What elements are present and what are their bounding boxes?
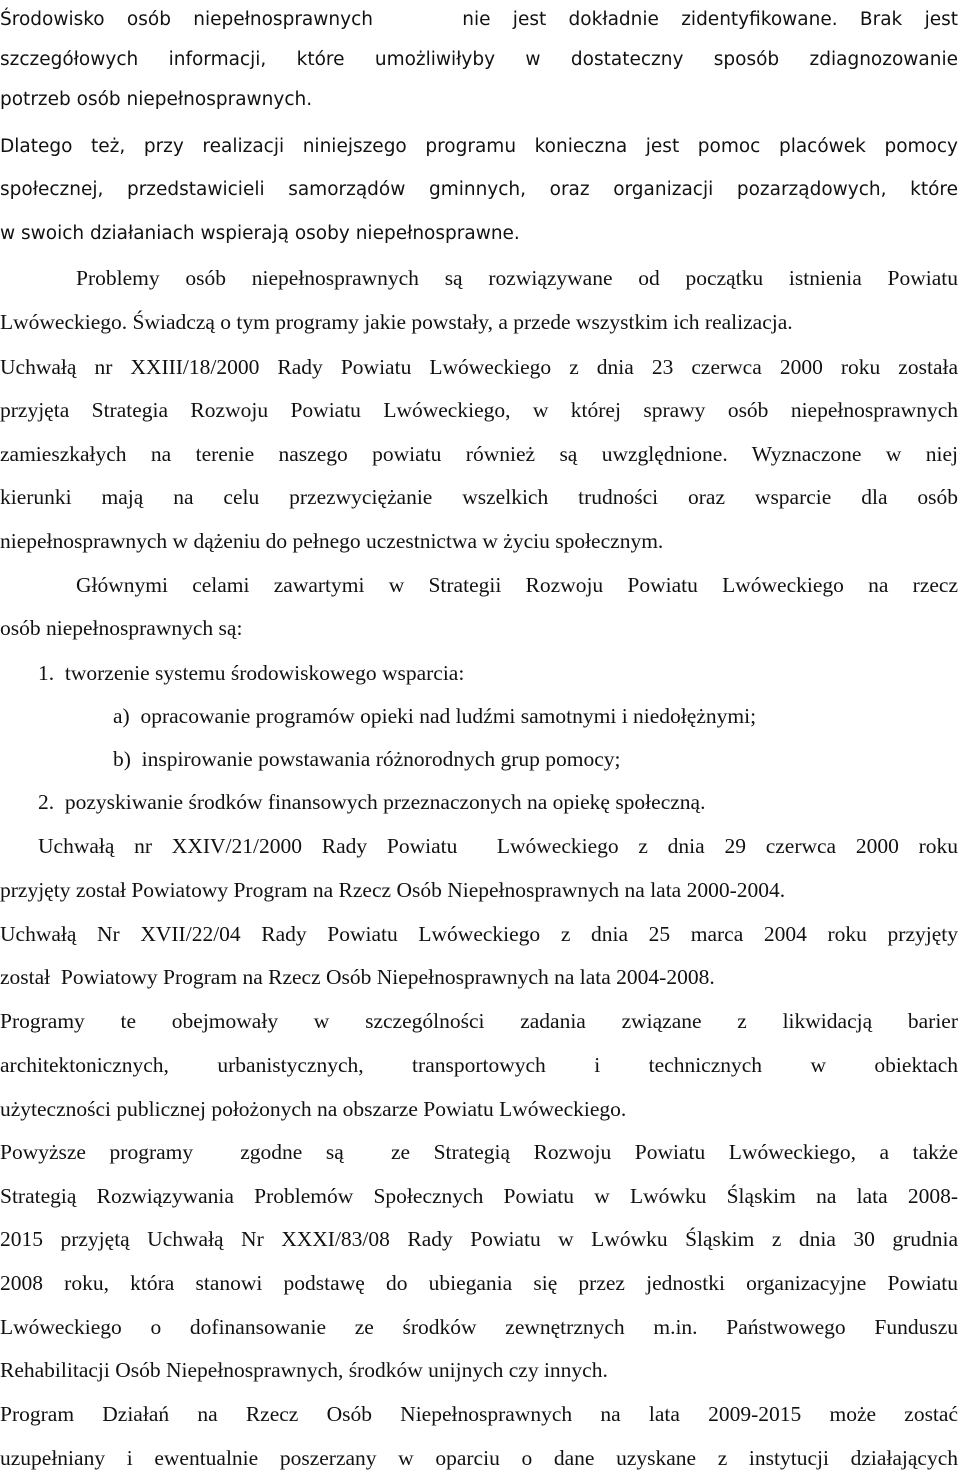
text-line: kierunki mają na celu przezwyciężanie wszelkich trudności oraz wsparcie dla osób (0, 485, 958, 509)
text-line: Problemy osób niepełnosprawnych są rozwiązywane od początku istnienia Powiatu (76, 266, 958, 290)
text-line: Lwóweckiego o dofinansowanie ze środków zewnętrznych m.in. Państwowego Funduszu (0, 1315, 958, 1339)
text-line: w swoich działaniach wspierają osoby niepełnosprawne. (0, 223, 520, 244)
text-line: potrzeb osób niepełnosprawnych. (0, 89, 313, 110)
text-line: 2008 roku, która stanowi podstawę do ubiegania się przez jednostki organizacyjne Powiatu (0, 1271, 958, 1295)
text-line: 1. tworzenie systemu środowiskowego wsparcia: (38, 661, 465, 685)
text-line: uzupełniany i ewentualnie poszerzany w oparciu o dane uzyskane z instytucji działających (0, 1446, 958, 1470)
text-line: a) opracowanie programów opieki nad ludźmi samotnymi i niedołężnymi; (113, 704, 757, 728)
text-line: Program Działań na Rzecz Osób Niepełnosprawnych na lata 2009-2015 może zostać (0, 1402, 958, 1426)
text-line: Środowisko osób niepełnosprawnych nie jest dokładnie zidentyfikowane. Brak jest (0, 9, 958, 30)
text-line: Programy te obejmowały w szczególności zadania związane z likwidacją barier (0, 1009, 958, 1033)
text-line: zamieszkałych na terenie naszego powiatu również są uwzględnione. Wyznaczone w niej (0, 442, 958, 466)
text-line: Strategią Rozwiązywania Problemów Społecznych Powiatu w Lwówku Śląskim na lata 2008- (0, 1184, 958, 1208)
text-line: Lwóweckiego. Świadczą o tym programy jakie powstały, a przede wszystkim ich realizacja. (0, 310, 793, 334)
text-line: Dlatego też, przy realizacji niniejszego programu konieczna jest pomoc placówek pomocy (0, 136, 958, 157)
text-line: Uchwałą nr XXIV/21/2000 Rady Powiatu Lwóweckiego z dnia 29 czerwca 2000 roku (38, 834, 958, 858)
text-line: społecznej, przedstawicieli samorządów gminnych, oraz organizacji pozarządowych, które (0, 179, 958, 200)
text-line: architektonicznych, urbanistycznych, transportowych i technicznych w obiektach (0, 1053, 958, 1077)
text-line: 2. pozyskiwanie środków finansowych przeznaczonych na opiekę społeczną. (38, 790, 706, 814)
text-line: niepełnosprawnych w dążeniu do pełnego uczestnictwa w życiu społecznym. (0, 529, 664, 553)
text-line: został Powiatowy Program na Rzecz Osób Niepełnosprawnych na lata 2004-2008. (0, 965, 715, 989)
text-line: 2015 przyjętą Uchwałą Nr XXXI/83/08 Rady Powiatu w Lwówku Śląskim z dnia 30 grudnia (0, 1227, 958, 1251)
text-line: osób niepełnosprawnych są: (0, 616, 243, 640)
text-line: Głównymi celami zawartymi w Strategii Rozwoju Powiatu Lwóweckiego na rzecz (76, 573, 958, 597)
text-line: Powyższe programy zgodne są ze Strategią Rozwoju Powiatu Lwóweckiego, a także (0, 1140, 958, 1164)
text-line: Rehabilitacji Osób Niepełnosprawnych, środków unijnych czy innych. (0, 1358, 608, 1382)
text-line: przyjęty został Powiatowy Program na Rzecz Osób Niepełnosprawnych na lata 2000-2004. (0, 878, 786, 902)
text-line: użyteczności publicznej położonych na obszarze Powiatu Lwóweckiego. (0, 1097, 627, 1121)
text-line: Uchwałą Nr XVII/22/04 Rady Powiatu Lwóweckiego z dnia 25 marca 2004 roku przyjęty (0, 922, 958, 946)
text-line: szczegółowych informacji, które umożliwiłyby w dostateczny sposób zdiagnozowanie (0, 49, 958, 70)
text-line: b) inspirowanie powstawania różnorodnych grup pomocy; (113, 747, 621, 771)
text-line: przyjęta Strategia Rozwoju Powiatu Lwóweckiego, w której sprawy osób niepełnosprawnych (0, 398, 958, 422)
text-line: Uchwałą nr XXIII/18/2000 Rady Powiatu Lwóweckiego z dnia 23 czerwca 2000 roku została (0, 355, 958, 379)
